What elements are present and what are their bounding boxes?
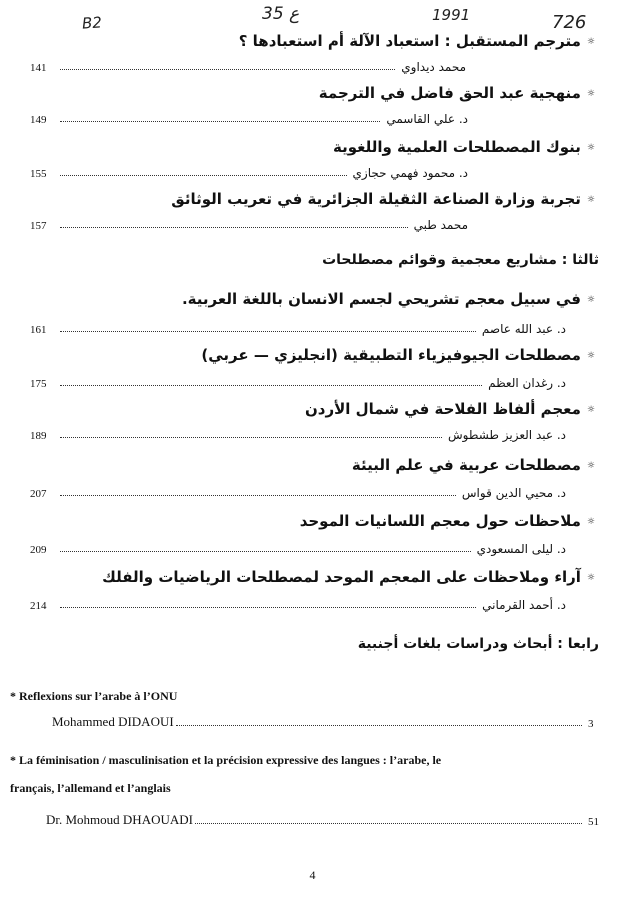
footer-page-number: 4	[309, 868, 316, 882]
page-number: 209	[30, 544, 47, 556]
entry-title: ☼معجم ألفاظ الفلاحة في شمال الأردن	[304, 400, 595, 418]
section-heading: رابعا : أبحاث ودراسات بلغات أجنبية	[357, 636, 599, 652]
entry-author-row	[30, 594, 596, 612]
handwritten-number: 726	[552, 12, 587, 33]
entry-author-row	[30, 162, 596, 180]
entry-title: ☼منهجية عبد الحق فاضل في الترجمة	[318, 84, 595, 102]
dot-leader	[60, 68, 395, 70]
entry-title: ☼ملاحظات حول معجم اللسانيات الموحد	[299, 512, 595, 530]
bullet-icon: ☼	[586, 404, 595, 415]
entry-title: ☼تجربة وزارة الصناعة الثقيلة الجزائرية في تعريب الوثائق	[171, 190, 595, 208]
author-name: د. محيي الدين قواس	[461, 486, 566, 500]
dot-leader	[60, 436, 442, 438]
page-number: 161	[30, 324, 47, 336]
entry-author-row	[30, 56, 596, 74]
author-name: د. عبد الله عاصم	[481, 322, 566, 336]
entry-title: ☼مصطلحات عربية في علم البيئة	[351, 456, 595, 474]
entry-author-row	[30, 318, 596, 336]
dot-leader	[60, 174, 347, 176]
author-name: د. رغدان العظم	[488, 376, 566, 390]
bullet-icon: ☼	[586, 294, 595, 305]
dot-leader	[60, 606, 476, 608]
entry-author-row	[30, 482, 596, 500]
entry-title: * Reflexions sur l’arabe à l’ONU	[10, 689, 178, 703]
entry-author-row	[52, 714, 608, 730]
handwritten-year: 1991	[432, 6, 471, 24]
author-name: د. عبد العزيز طشطوش	[448, 428, 566, 442]
entry-author-row	[46, 812, 608, 828]
bullet-icon: ☼	[586, 88, 595, 99]
entry-title: ☼مترجم المستقبل : استعباد الآلة أم استعبادها ؟	[238, 32, 595, 50]
dot-leader	[176, 724, 582, 726]
page-number: 175	[30, 378, 47, 390]
author-name: د. ليلى المسعودي	[476, 542, 566, 556]
entry-title: ☼في سبيل معجم تشريحي لجسم الانسان باللغة العربية.	[181, 290, 595, 308]
entry-author-row	[30, 108, 596, 126]
author-name: Dr. Mohmoud DHAOUADI	[46, 812, 193, 827]
bullet-icon: ☼	[586, 572, 595, 583]
page-number: 51	[588, 816, 599, 828]
bullet-icon: ☼	[586, 142, 595, 153]
handwritten-shelf-mark: 35 ع	[262, 4, 300, 24]
author-name: د. أحمد القرماني	[482, 598, 566, 612]
page-number: 207	[30, 488, 47, 500]
entry-title: * La féminisation / masculinisation et la précision expressive des langues : l’arabe, le français, l’allemand et l’anglais	[10, 753, 442, 795]
entry-title: ☼آراء وملاحظات على المعجم الموحد لمصطلحات الرياضيات والفلك	[102, 568, 595, 586]
dot-leader	[60, 494, 456, 496]
page-number: 189	[30, 430, 47, 442]
page-number: 149	[30, 114, 47, 126]
dot-leader	[60, 330, 476, 332]
entry-title: ☼بنوك المصطلحات العلمية واللغوية	[333, 138, 595, 156]
bullet-icon: ☼	[586, 460, 595, 471]
page-number: 214	[30, 600, 47, 612]
entry-author-row	[30, 538, 596, 556]
author-name: محمد طبي	[413, 218, 468, 232]
page-number: 155	[30, 168, 47, 180]
page-number: 141	[30, 62, 47, 74]
author-name: د. علي القاسمي	[386, 112, 468, 126]
dot-leader	[195, 822, 582, 824]
author-name: Mohammed DIDAOUI	[52, 714, 174, 729]
entry-title: ☼مصطلحات الجيوفيزياء التطبيقية (انجليزي — عربي)	[201, 346, 595, 364]
bullet-icon: ☼	[586, 516, 595, 527]
author-name: محمد ديداوي	[401, 60, 466, 74]
dot-leader	[60, 550, 471, 552]
entry-author-row	[30, 214, 596, 232]
section-heading: ثالثا : مشاريع معجمية وقوائم مصطلحات	[322, 252, 599, 268]
dot-leader	[60, 384, 482, 386]
entry-author-row	[30, 424, 596, 442]
bullet-icon: ☼	[586, 194, 595, 205]
page-number: 3	[588, 718, 594, 730]
handwritten-b2: B2	[81, 13, 103, 33]
dot-leader	[60, 120, 380, 122]
bullet-icon: ☼	[586, 36, 595, 47]
bullet-icon: ☼	[586, 350, 595, 361]
entry-author-row	[30, 372, 596, 390]
author-name: د. محمود فهمي حجازي	[352, 166, 468, 180]
page-number: 157	[30, 220, 47, 232]
dot-leader	[60, 226, 408, 228]
